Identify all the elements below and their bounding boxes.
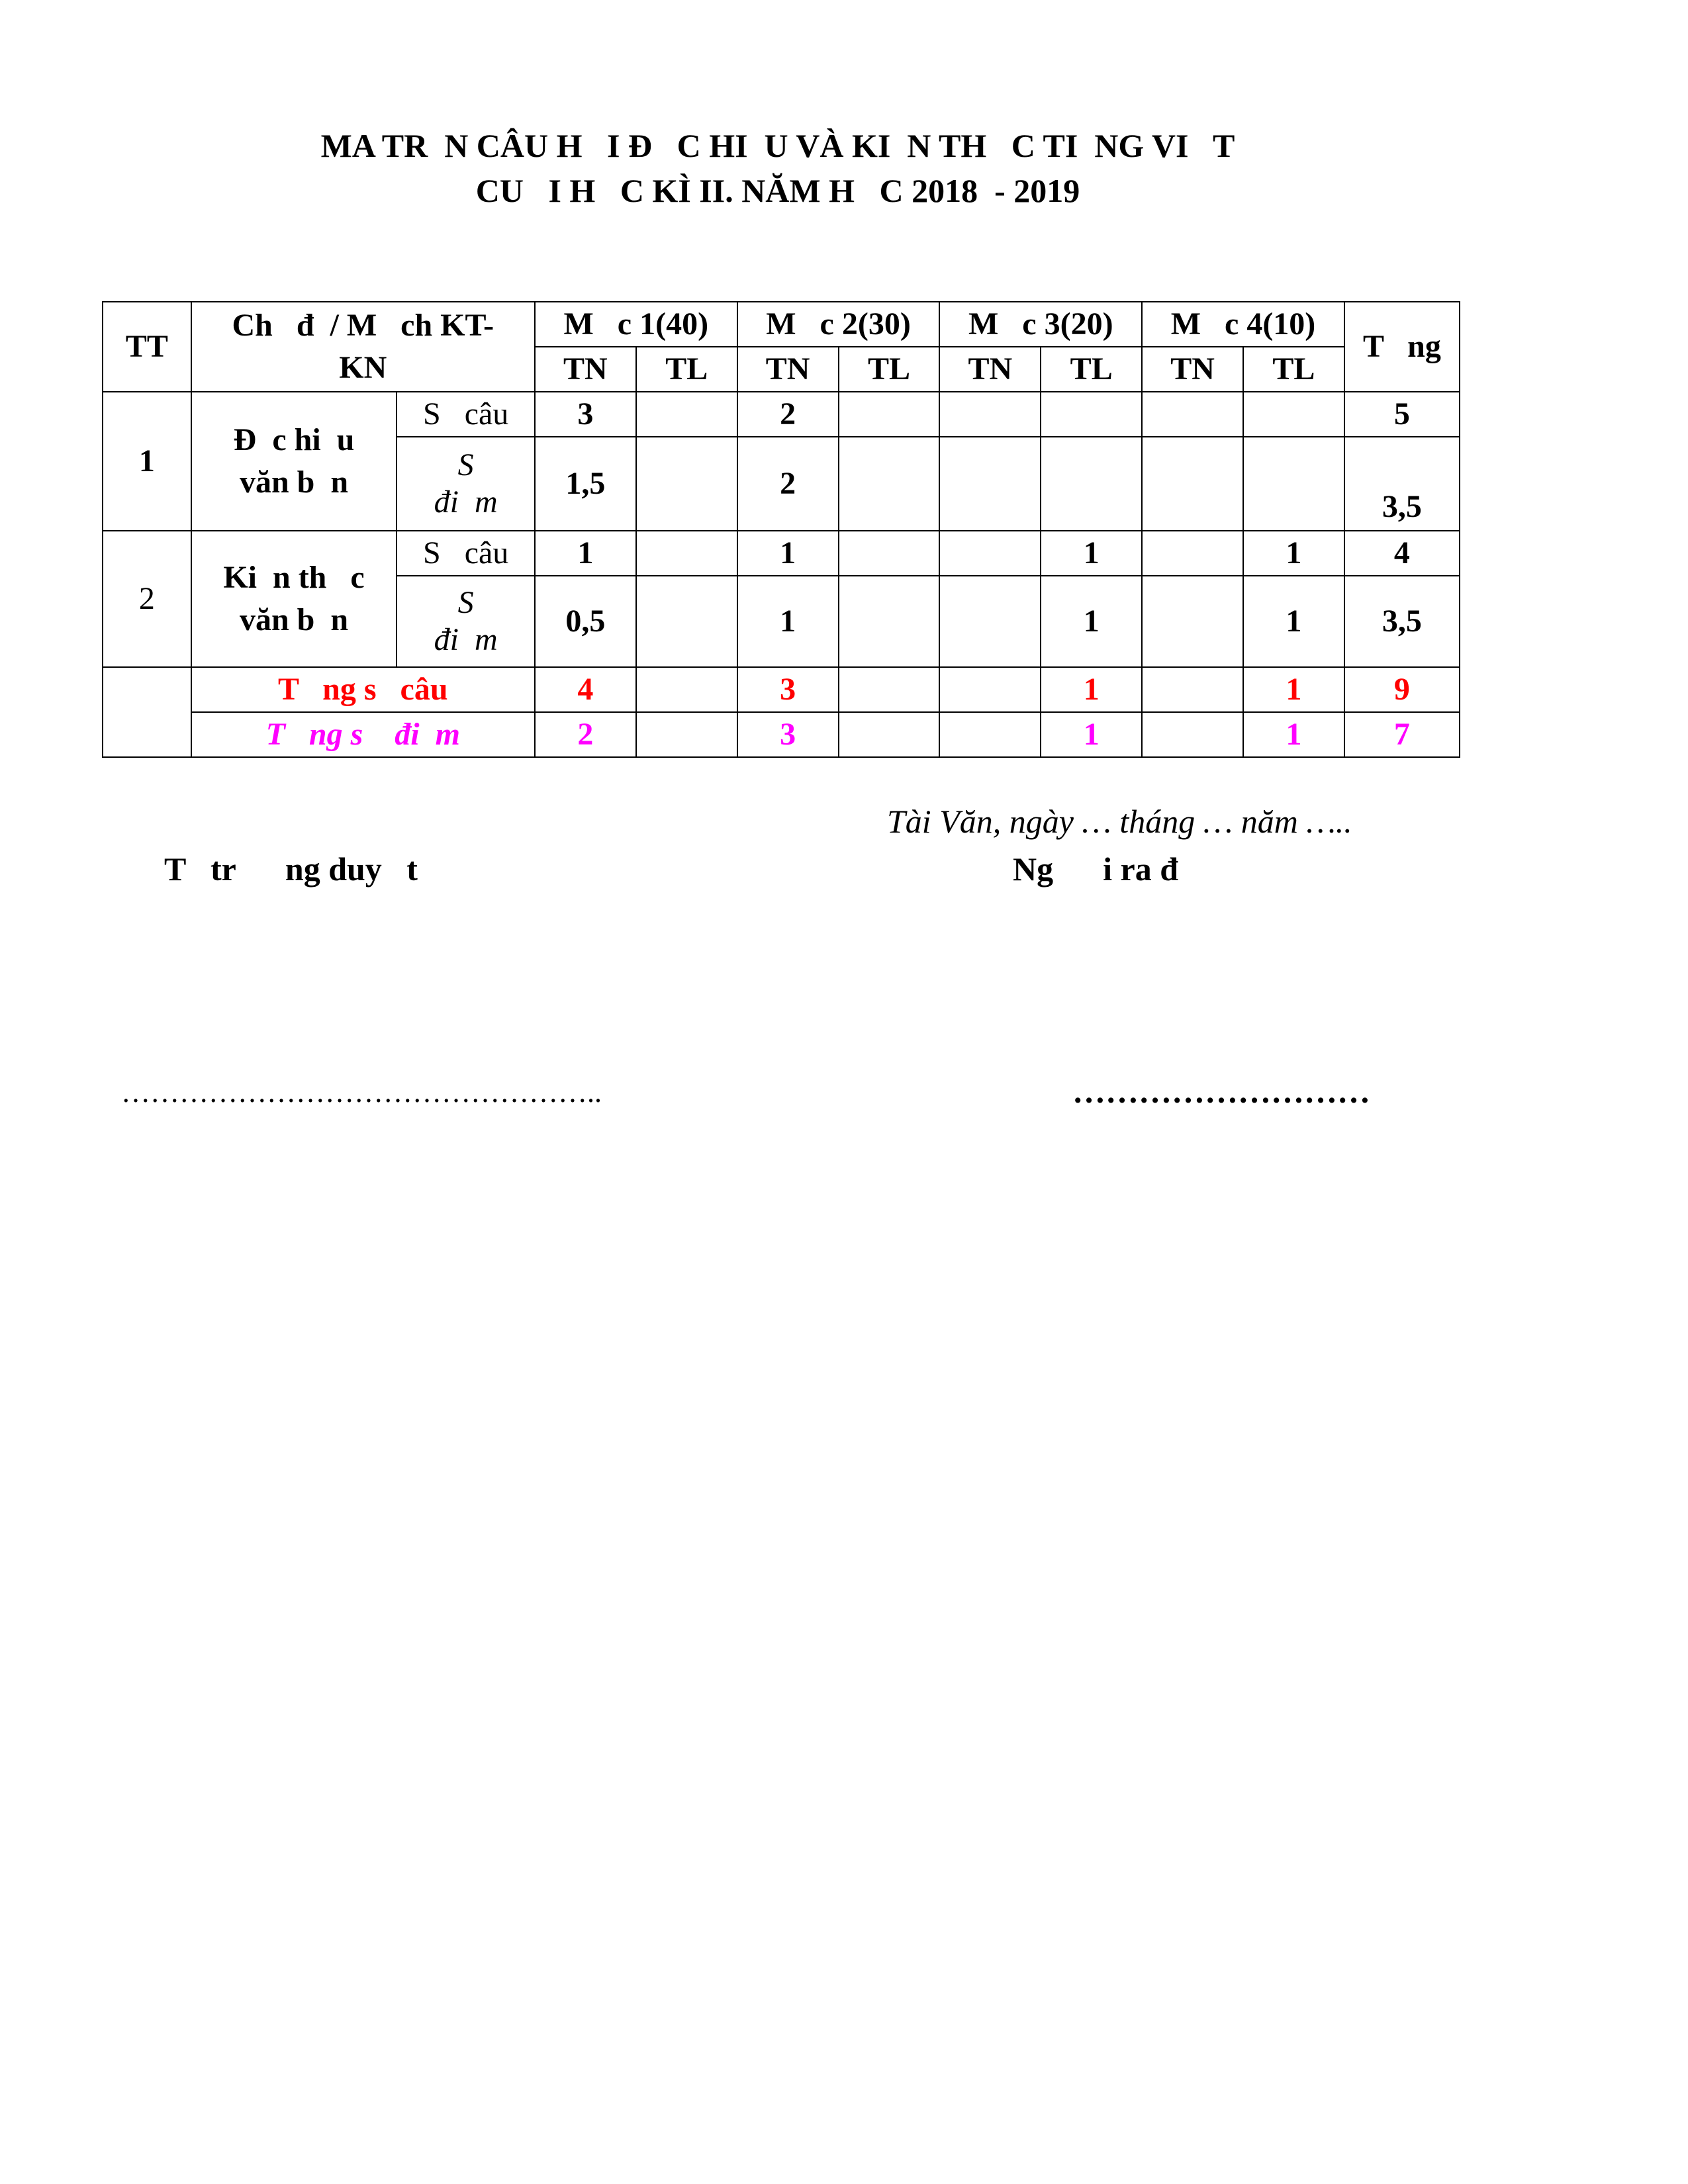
header-sub-tn: TN	[535, 347, 636, 392]
totals-empty-cell	[103, 667, 191, 757]
count-cell	[839, 531, 940, 576]
group-topic: Đ c hi u văn b n	[191, 392, 397, 531]
count-cell	[939, 531, 1041, 576]
page-title-line-2: CU I H C KÌ II. NĂM H C 2018 - 2019	[475, 172, 1080, 209]
score-label: S đi m	[397, 576, 535, 667]
score-cell	[636, 576, 737, 667]
header-sub-tn: TN	[737, 347, 839, 392]
header-sub-tn: TN	[939, 347, 1041, 392]
author-title: Ng i ra đ	[1013, 850, 1178, 887]
author-signature-line: ………………………	[1072, 1073, 1370, 1110]
total-score-cell: 1	[1243, 712, 1344, 757]
total-count-cell: 1	[1243, 667, 1344, 712]
score-cell	[1142, 576, 1243, 667]
count-cell	[1142, 392, 1243, 437]
group-topic: Ki n th c văn b n	[191, 531, 397, 667]
count-cell: 1	[1243, 531, 1344, 576]
score-cell: 1	[1041, 576, 1142, 667]
score-cell: 0,5	[535, 576, 636, 667]
score-cell	[939, 437, 1041, 531]
count-label: S câu	[397, 392, 535, 437]
header-level-3: M c 3(20)	[939, 302, 1142, 347]
count-cell: 2	[737, 392, 839, 437]
total-score-cell	[939, 712, 1041, 757]
total-count-cell: 3	[737, 667, 839, 712]
question-matrix-table	[102, 301, 1460, 758]
count-cell: 1	[1041, 531, 1142, 576]
count-cell	[1041, 392, 1142, 437]
grand-total-score: 7	[1344, 712, 1460, 757]
score-cell: 1	[737, 576, 839, 667]
page-title-line-1: MA TR N CÂU H I Đ C HI U VÀ KI N TH C TI NG VI T	[320, 127, 1235, 164]
date-line: Tài Văn, ngày … tháng … năm …..	[887, 803, 1352, 840]
score-total-cell: 3,5	[1344, 576, 1460, 667]
count-cell: 1	[535, 531, 636, 576]
count-cell	[636, 531, 737, 576]
total-score-cell: 2	[535, 712, 636, 757]
total-score-cell: 1	[1041, 712, 1142, 757]
total-score-cell	[1142, 712, 1243, 757]
header-sub-tl: TL	[1243, 347, 1344, 392]
count-cell	[1243, 392, 1344, 437]
score-label: S đi m	[397, 437, 535, 531]
total-score-cell: 3	[737, 712, 839, 757]
score-cell	[1142, 437, 1243, 531]
score-cell	[839, 576, 940, 667]
score-cell: 1,5	[535, 437, 636, 531]
count-cell	[1142, 531, 1243, 576]
total-count-label: T ng s câu	[191, 667, 535, 712]
total-count-cell	[1142, 667, 1243, 712]
header-level-4: M c 4(10)	[1142, 302, 1344, 347]
total-count-cell	[839, 667, 940, 712]
total-count-cell	[636, 667, 737, 712]
header-level-2: M c 2(30)	[737, 302, 940, 347]
header-sub-tl: TL	[636, 347, 737, 392]
header-topic: Ch đ / M ch KT- KN	[191, 302, 535, 392]
total-score-label: T ng s đi m	[191, 712, 535, 757]
count-cell	[839, 392, 940, 437]
header-level-1: M c 1(40)	[535, 302, 737, 347]
total-score-cell	[636, 712, 737, 757]
header-tt: TT	[103, 302, 191, 392]
group-number: 1	[103, 392, 191, 531]
count-label: S câu	[397, 531, 535, 576]
count-cell: 1	[737, 531, 839, 576]
score-total-cell: 3,5	[1344, 437, 1460, 531]
score-cell	[1041, 437, 1142, 531]
score-cell	[636, 437, 737, 531]
count-total-cell: 5	[1344, 392, 1460, 437]
header-sub-tl: TL	[839, 347, 940, 392]
header-sub-tl: TL	[1041, 347, 1142, 392]
score-cell: 1	[1243, 576, 1344, 667]
total-score-cell	[839, 712, 940, 757]
header-sub-tn: TN	[1142, 347, 1243, 392]
header-total: T ng	[1344, 302, 1460, 392]
count-cell	[636, 392, 737, 437]
score-cell: 2	[737, 437, 839, 531]
group-number: 2	[103, 531, 191, 667]
score-cell	[1243, 437, 1344, 531]
approver-title: T tr ng duy t	[164, 850, 418, 887]
total-count-cell: 1	[1041, 667, 1142, 712]
total-count-cell: 4	[535, 667, 636, 712]
count-total-cell: 4	[1344, 531, 1460, 576]
count-cell	[939, 392, 1041, 437]
count-cell: 3	[535, 392, 636, 437]
approver-signature-line: …………………………………………..	[121, 1076, 602, 1109]
score-cell	[839, 437, 940, 531]
total-count-cell	[939, 667, 1041, 712]
grand-total-count: 9	[1344, 667, 1460, 712]
score-cell	[939, 576, 1041, 667]
